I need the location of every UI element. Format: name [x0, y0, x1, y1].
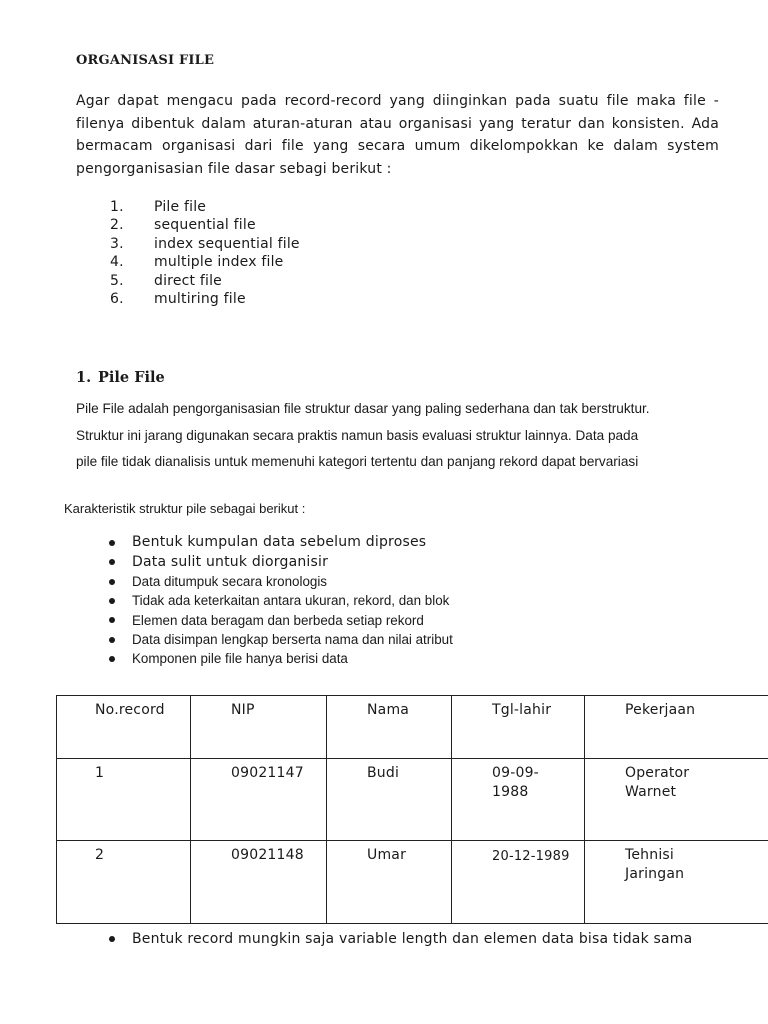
record-note-list	[106, 929, 692, 949]
characteristics-intro: Karakteristik struktur pile sebagai berikut :	[64, 501, 306, 516]
list-item-text: Komponen pile file hanya berisi data	[132, 651, 348, 667]
list-item	[110, 198, 300, 216]
description-line: pile file tidak dianalisis untuk memenuhi kategori tertentu dan panjang rekord dapat bervariasi	[76, 454, 639, 469]
document-title: ORGANISASI FILE	[76, 53, 215, 68]
list-item-text: Data ditumpuk secara kronologis	[132, 574, 328, 589]
list-item	[106, 611, 453, 630]
list-item-text: Bentuk record mungkin saja variable length dan elemen data bisa tidak sama	[132, 931, 693, 947]
section-heading	[76, 369, 165, 386]
list-item-text: sequential file	[154, 217, 256, 234]
cell-no-record: 1	[57, 759, 191, 841]
list-item	[106, 553, 453, 573]
cell-tgl-lahir: 09-09- 1988	[452, 759, 585, 841]
column-header: NIP	[191, 696, 327, 759]
list-number: 2.	[110, 217, 124, 234]
list-item	[106, 649, 453, 668]
organization-type-list	[110, 198, 300, 308]
column-header: Nama	[327, 696, 452, 759]
characteristics-list	[106, 533, 453, 668]
cell-no-record: 2	[57, 841, 191, 924]
bullet-icon	[109, 559, 115, 565]
cell-nama: Budi	[327, 759, 452, 841]
column-header: No.record	[57, 696, 191, 759]
cell-nip: 09021147	[191, 759, 327, 841]
table-header-row	[57, 696, 768, 759]
section-number: 1.	[76, 369, 92, 386]
list-item	[110, 290, 300, 308]
list-item-text: Pile file	[154, 199, 207, 215]
list-number: 6.	[110, 291, 124, 308]
list-item	[106, 591, 453, 610]
list-item-text: index sequential file	[154, 235, 300, 252]
list-item	[110, 235, 300, 253]
list-item-text: multiple index file	[154, 254, 284, 271]
bullet-icon	[109, 617, 115, 623]
cell-tgl-lahir: 20-12-1989	[452, 841, 585, 924]
list-item	[106, 533, 453, 553]
bullet-icon	[109, 936, 115, 942]
pile-file-description	[76, 396, 724, 476]
list-item-text: multiring file	[154, 291, 246, 308]
list-item	[106, 572, 453, 591]
list-item-text: direct file	[154, 272, 222, 289]
cell-pekerjaan: Operator Warnet	[585, 759, 768, 841]
list-item-text: Bentuk kumpulan data sebelum diproses	[132, 534, 427, 550]
bullet-icon	[109, 540, 115, 546]
list-item-text: Data sulit untuk diorganisir	[132, 553, 329, 570]
list-number: 3.	[110, 235, 124, 252]
description-line: Pile File adalah pengorganisasian file struktur dasar yang paling sederhana dan tak berstruktur.	[76, 401, 650, 416]
bullet-icon	[109, 656, 115, 662]
table-row	[57, 759, 768, 841]
bullet-icon	[109, 598, 115, 604]
list-item	[110, 216, 300, 234]
list-item-text: Data disimpan lengkap berserta nama dan nilai atribut	[132, 631, 453, 647]
list-number: 5.	[110, 272, 124, 289]
list-item	[106, 630, 453, 649]
list-item-text: Elemen data beragam dan berbeda setiap rekord	[132, 612, 424, 628]
list-number: 1.	[110, 199, 124, 215]
cell-nip: 09021148	[191, 841, 327, 924]
records-table	[56, 695, 768, 924]
list-item	[110, 253, 300, 271]
column-header: Pekerjaan	[585, 696, 768, 759]
list-item	[110, 272, 300, 290]
intro-paragraph: Agar dapat mengacu pada record-record yang diinginkan pada suatu file maka file - filenya dibentuk dalam aturan-aturan atau organisasi yang teratur dan konsisten. Ada bermacam organisasi dari file yang secara umum dikelompokkan ke dalam system pengorganisasian file dasar sebagi berikut :	[76, 93, 719, 177]
list-item-text: Tidak ada keterkaitan antara ukuran, rekord, dan blok	[132, 593, 450, 609]
cell-nama: Umar	[327, 841, 452, 924]
section-heading-text: Pile File	[98, 369, 165, 386]
table-row	[57, 841, 768, 924]
bullet-icon	[109, 637, 115, 643]
column-header: Tgl-lahir	[452, 696, 585, 759]
list-item	[106, 929, 692, 949]
bullet-icon	[109, 579, 115, 585]
list-number: 4.	[110, 254, 124, 271]
cell-pekerjaan: Tehnisi Jaringan	[585, 841, 768, 924]
description-line: Struktur ini jarang digunakan secara praktis namun basis evaluasi struktur lainnya. Data pada	[76, 427, 639, 443]
